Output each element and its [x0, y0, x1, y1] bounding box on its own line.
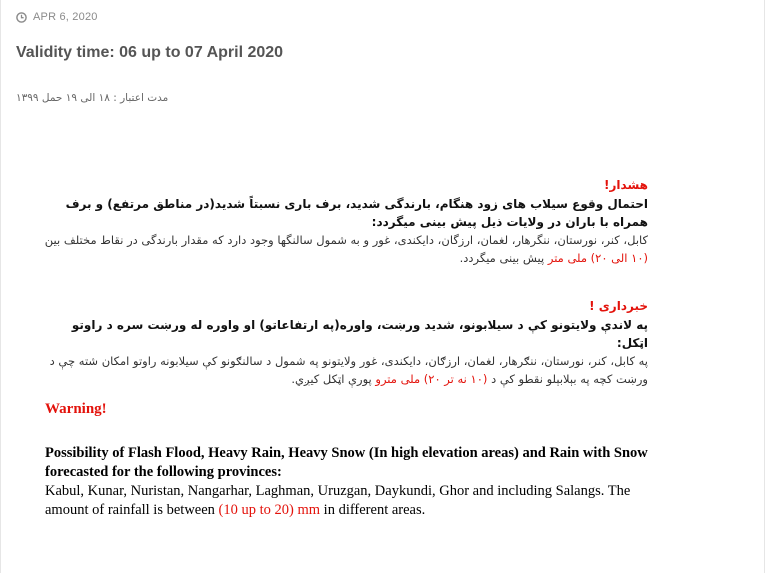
pashto-warning-block	[40, 296, 648, 388]
pashto-provinces: په کابل، کنر، نورستان، ننګرهار، لغمان، ارزګان، دایکندی، غور ولایتونو په شمول د سالنګونو کې سیلابونه راوتو امکان شته چې د ورښت کچه په بېلابېلو نقطو کې د	[49, 354, 648, 386]
english-warning-text: Possibility of Flash Flood, Heavy Rain, Heavy Snow (In high elevation areas) and Rain with Snow forecasted for the following provinces:	[45, 445, 648, 480]
pashto-warning-heading: خبرداری !	[589, 299, 648, 313]
clock-icon	[16, 12, 27, 23]
english-warning-block	[45, 444, 655, 520]
english-forecast-suffix: in different areas.	[323, 502, 426, 518]
pashto-warning-text: په لاندې ولایتونو کې د سیلابونو، شدید ورښت، واوره(په ارتفاعاتو) او واوره له ورښت سره د راوتو اټکل:	[71, 318, 648, 350]
post-date-row	[16, 11, 98, 23]
dari-warning-block	[40, 175, 648, 267]
english-provinces: Kabul, Kunar, Nuristan, Nangarhar, Laghman, Uruzgan, Daykundi, Ghor and including Salangs. The amount of rainfall is between	[45, 483, 631, 518]
english-warning-heading: Warning!	[45, 401, 107, 417]
content-frame-right-border	[764, 0, 765, 573]
english-provinces-text	[45, 482, 655, 520]
dari-provinces: کابل، کنر، نورستان، ننگرهار، لغمان، ارزگان، دایکندی، غور و به شمول سالنگها وجود دارد که مقدار بارندگی در نقاط مختلف بین	[44, 233, 648, 247]
validity-subtitle-fa: مدت اعتبار : ۱۸ الی ۱۹ حمل ۱۳۹۹	[16, 92, 169, 104]
post-date: APR 6, 2020	[33, 11, 98, 23]
english-rainfall-amount: (10 up to 20) mm	[218, 502, 321, 518]
dari-warning-heading: هشدار!	[604, 178, 648, 192]
pashto-provinces-text	[40, 352, 648, 388]
pashto-rainfall-amount: (۱۰ نه تر ۲۰) ملی مترو	[375, 372, 488, 386]
post-title: Validity time: 06 up to 07 April 2020	[16, 44, 284, 61]
content-frame-left-border	[0, 0, 1, 573]
dari-warning-text: احتمال وقوع سیلاب های زود هنگام، بارندگی شدید، برف باری نسبتاً شدید(در مناطق مرتفع) و برف همراه با باران در ولایات ذیل پیش بینی میگردد:	[65, 197, 648, 229]
dari-provinces-text	[40, 231, 648, 267]
dari-rainfall-amount: (۱۰ الی ۲۰) ملی متر	[547, 251, 648, 265]
dari-forecast-suffix: پیش بینی میگردد.	[459, 251, 545, 265]
pashto-forecast-suffix: پورې اټکل کیږي.	[291, 372, 372, 386]
